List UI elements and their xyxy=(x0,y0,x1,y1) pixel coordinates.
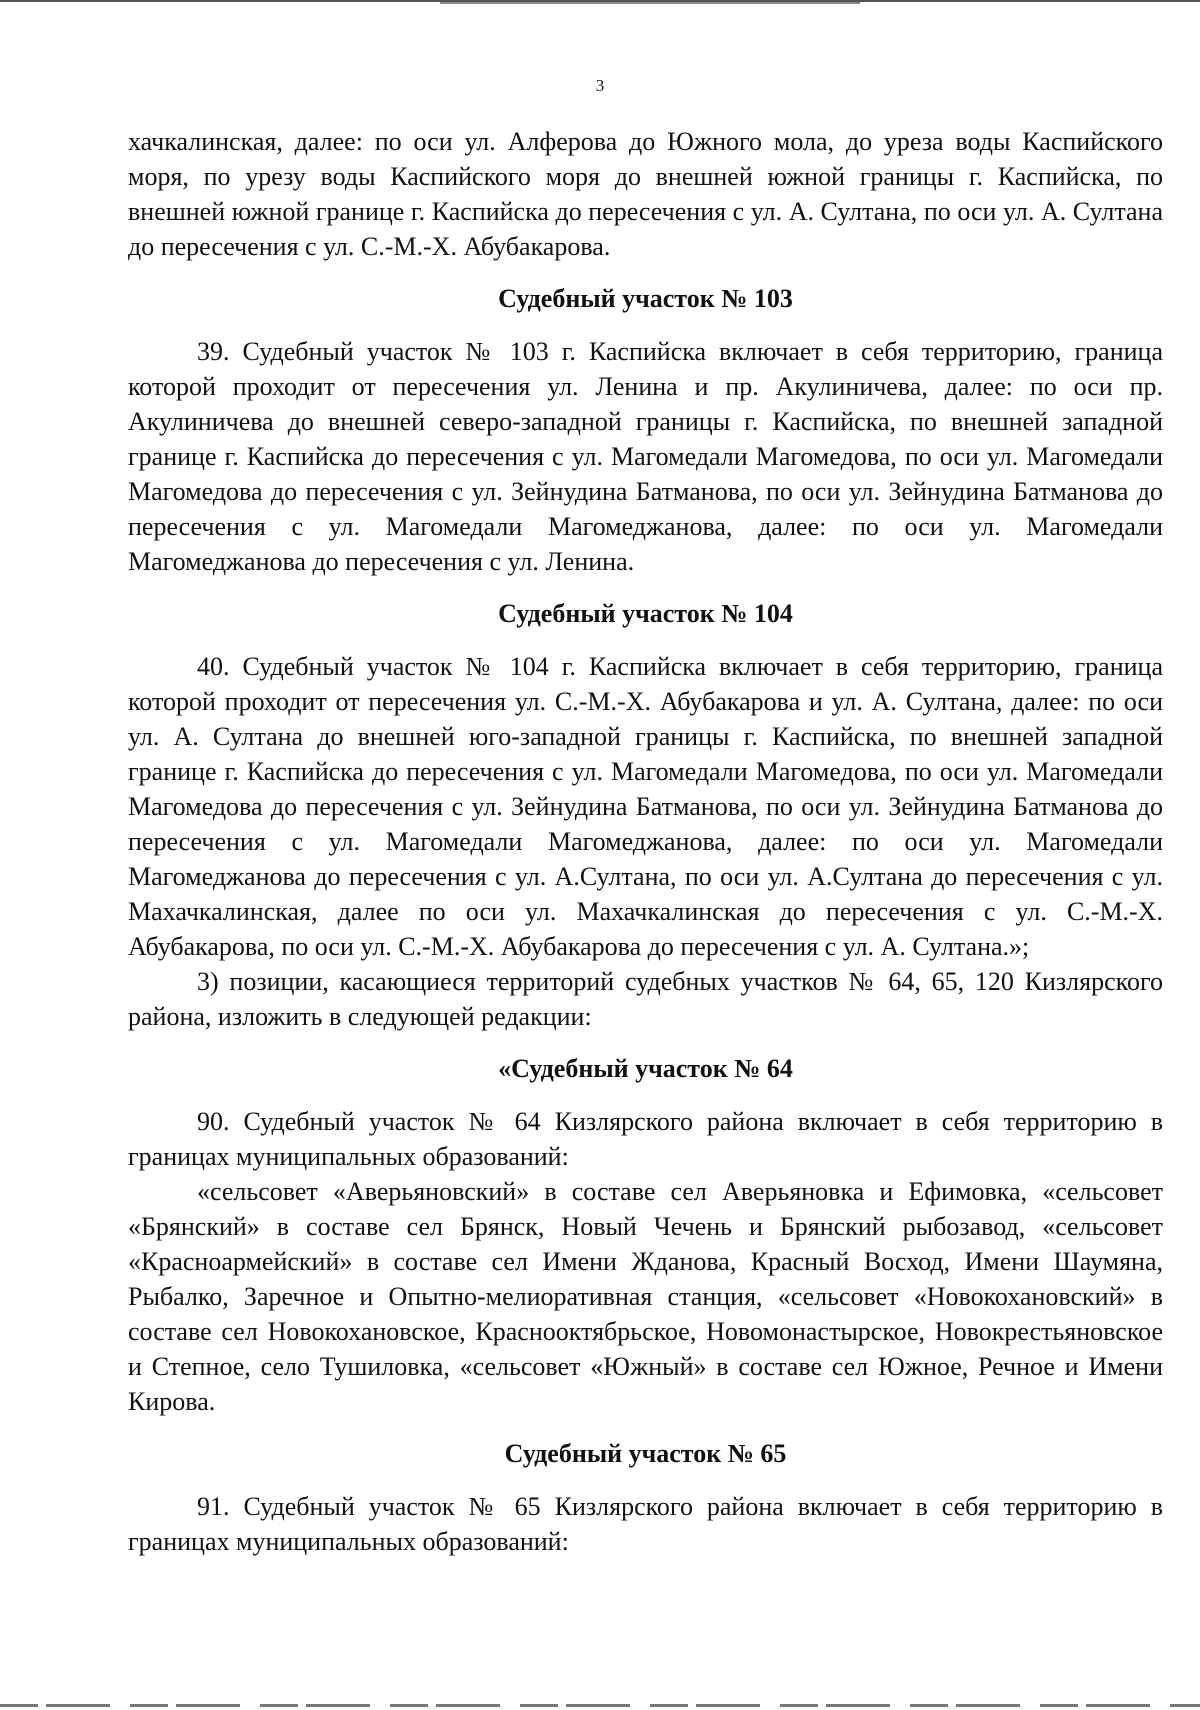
paragraph-91: 91. Судебный участок № 65 Кизлярского района включает в себя территорию в границах муниципальных образований: xyxy=(128,1492,1163,1556)
heading-court-district-64: «Судебный участок № 64 xyxy=(498,1054,793,1083)
paragraph-item-3: 3) позиции, касающиеся территорий судебных участков № 64, 65, 120 Кизлярского района, изложить в следующей редакции: xyxy=(128,967,1163,1031)
paragraph-90-list: «сельсовет «Аверьяновский» в составе сел Аверьяновка и Ефимовка, «сельсовет «Брянский» в составе сел Брянск, Новый Чечень и Брянский рыбозавод, «сельсовет «Красноармейский» в составе сел Имени Жданова, Красный Восход, Имени Шаумяна, Рыбалко, Заречное и Опытно-мелиоративная станция, «сельсовет «Новокохановский» в составе сел Новокохановское, Краснооктябрьское, Новомонастырское, Новокрестьяновское и Степное, село Тушиловка, «сельсовет «Южный» в составе сел Южное, Речное и Имени Кирова. xyxy=(128,1177,1163,1416)
heading-court-district-103: Судебный участок № 103 xyxy=(498,284,793,313)
heading-court-district-104: Судебный участок № 104 xyxy=(498,599,793,628)
document-body xyxy=(128,124,1163,1559)
paragraph-continuation: хачкалинская, далее: по оси ул. Алферова до Южного мола, до уреза воды Каспийского моря, по урезу воды Каспийского моря до внешней южной границы г. Каспийска, по внешней южной границе г. Каспийска до пересечения с ул. А. Султана, по оси ул. А. Султана до пересечения с ул. С.-М.-Х. Абубакарова. xyxy=(128,127,1163,261)
paragraph-90: 90. Судебный участок № 64 Кизлярского района включает в себя территорию в границах муниципальных образований: xyxy=(128,1107,1163,1171)
page-number: 3 xyxy=(595,76,605,95)
paragraph-39: 39. Судебный участок № 103 г. Каспийска включает в себя территорию, граница которой проходит от пересечения ул. Ленина и пр. Акулиничева, далее: по оси пр. Акулиничева до внешней северо-западной границы г. Каспийска, по внешней западной границе г. Каспийска до пересечения с ул. Магомедали Магомедова, по оси ул. Магомедали Магомедова до пересечения с ул. Зейнудина Батманова, по оси ул. Зейнудина Батманова до пересечения с ул. Магомедали Магомеджанова, далее: по оси ул. Магомедали Магомеджанова до пересечения с ул. Ленина. xyxy=(128,337,1163,576)
heading-court-district-65: Судебный участок № 65 xyxy=(504,1439,787,1468)
paragraph-40: 40. Судебный участок № 104 г. Каспийска включает в себя территорию, граница которой проходит от пересечения ул. С.-М.-Х. Абубакарова и ул. А. Султана, далее: по оси ул. А. Султана до внешней юго-западной границы г. Каспийска, по внешней западной границе г. Каспийска до пересечения с ул. Магомедали Магомедова, по оси ул. Магомедали Магомедова до пересечения с ул. Зейнудина Батманова, по оси ул. Зейнудина Батманова до пересечения с ул. Магомедали Магомеджанова, далее: по оси ул. Магомедали Магомеджанова до пересечения с ул. А.Султана, по оси ул. А.Султана до пересечения с ул. Махачкалинская, далее по оси ул. Махачкалинская до пересечения с ул. С.-М.-Х. Абубакарова, по оси ул. С.-М.-Х. Абубакарова до пересечения с ул. А. Султана.»; xyxy=(128,652,1163,961)
scan-edge-bottom xyxy=(0,1704,1200,1707)
scan-edge-top-segment xyxy=(440,2,860,4)
